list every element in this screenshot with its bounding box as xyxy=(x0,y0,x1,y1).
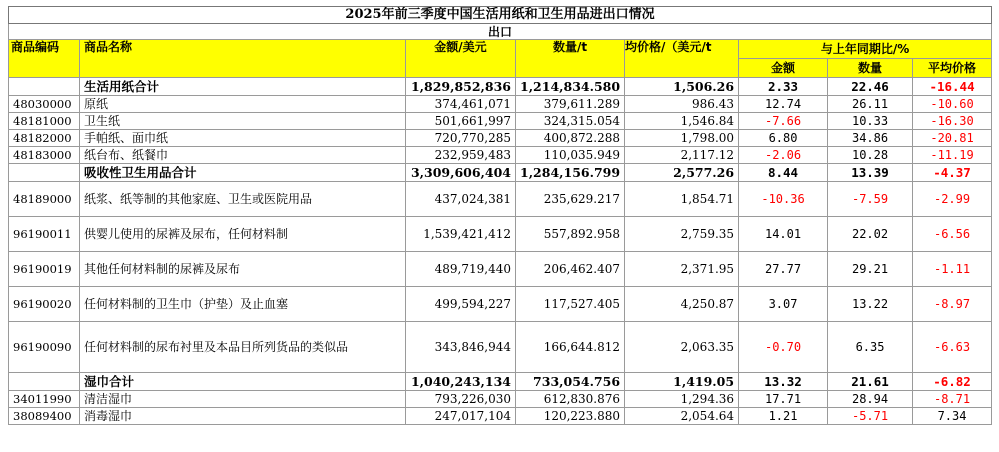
yoy-amount-cell: -2.06 xyxy=(739,147,828,164)
table-row xyxy=(9,322,992,373)
avg-price-cell: 1,506.26 xyxy=(625,78,739,96)
header-yoy-avg: 平均价格 xyxy=(913,59,992,78)
yoy-quantity-cell: 13.39 xyxy=(828,164,913,182)
yoy-amount-cell: 6.80 xyxy=(739,130,828,147)
name-cell: 纸台布、纸餐巾 xyxy=(80,147,406,164)
header-yoy-amount: 金额 xyxy=(739,59,828,78)
name-cell: 清洁湿巾 xyxy=(80,391,406,408)
header-yoy-quantity: 数量 xyxy=(828,59,913,78)
amount-cell: 247,017,104 xyxy=(406,408,516,425)
amount-cell: 374,461,071 xyxy=(406,96,516,113)
name-cell: 原纸 xyxy=(80,96,406,113)
yoy-avg-price-cell: -6.63 xyxy=(913,322,992,373)
table-row xyxy=(9,182,992,217)
yoy-avg-price-cell: -1.11 xyxy=(913,252,992,287)
yoy-quantity-cell: 29.21 xyxy=(828,252,913,287)
code-cell: 96190090 xyxy=(9,322,80,373)
yoy-amount-cell: 13.32 xyxy=(739,373,828,391)
avg-price-cell: 4,250.87 xyxy=(625,287,739,322)
code-cell: 48183000 xyxy=(9,147,80,164)
header-name: 商品名称 xyxy=(80,40,406,78)
avg-price-cell: 1,294.36 xyxy=(625,391,739,408)
yoy-quantity-cell: -7.59 xyxy=(828,182,913,217)
yoy-avg-price-cell: -8.97 xyxy=(913,287,992,322)
yoy-amount-cell: 1.21 xyxy=(739,408,828,425)
table-row xyxy=(9,130,992,147)
name-cell: 卫生纸 xyxy=(80,113,406,130)
yoy-quantity-cell: 21.61 xyxy=(828,373,913,391)
code-cell: 38089400 xyxy=(9,408,80,425)
table-row xyxy=(9,96,992,113)
subtotal-row xyxy=(9,78,992,96)
yoy-quantity-cell: 28.94 xyxy=(828,391,913,408)
yoy-amount-cell: -7.66 xyxy=(739,113,828,130)
code-cell: 48189000 xyxy=(9,182,80,217)
yoy-quantity-cell: 34.86 xyxy=(828,130,913,147)
quantity-cell: 117,527.405 xyxy=(516,287,625,322)
table-row xyxy=(9,287,992,322)
name-cell: 供婴儿使用的尿裤及尿布，任何材料制 xyxy=(80,217,406,252)
amount-cell: 343,846,944 xyxy=(406,322,516,373)
yoy-avg-price-cell: -6.56 xyxy=(913,217,992,252)
yoy-avg-price-cell: -16.30 xyxy=(913,113,992,130)
amount-cell: 1,829,852,836 xyxy=(406,78,516,96)
amount-cell: 499,594,227 xyxy=(406,287,516,322)
name-cell: 吸收性卫生用品合计 xyxy=(80,164,406,182)
table-row xyxy=(9,252,992,287)
avg-price-cell: 1,419.05 xyxy=(625,373,739,391)
yoy-quantity-cell: 6.35 xyxy=(828,322,913,373)
quantity-cell: 206,462.407 xyxy=(516,252,625,287)
yoy-quantity-cell: 26.11 xyxy=(828,96,913,113)
yoy-quantity-cell: 22.02 xyxy=(828,217,913,252)
quantity-cell: 379,611.289 xyxy=(516,96,625,113)
quantity-cell: 166,644.812 xyxy=(516,322,625,373)
avg-price-cell: 2,117.12 xyxy=(625,147,739,164)
avg-price-cell: 2,577.26 xyxy=(625,164,739,182)
name-cell: 纸浆、纸等制的其他家庭、卫生或医院用品 xyxy=(80,182,406,217)
code-cell: 48182000 xyxy=(9,130,80,147)
quantity-cell: 110,035.949 xyxy=(516,147,625,164)
avg-price-cell: 2,759.35 xyxy=(625,217,739,252)
yoy-amount-cell: -0.70 xyxy=(739,322,828,373)
code-cell: 48181000 xyxy=(9,113,80,130)
avg-price-cell: 986.43 xyxy=(625,96,739,113)
yoy-avg-price-cell: -2.99 xyxy=(913,182,992,217)
quantity-cell: 733,054.756 xyxy=(516,373,625,391)
avg-price-cell: 1,798.00 xyxy=(625,130,739,147)
header-amount: 金额/美元 xyxy=(406,40,516,78)
name-cell: 湿巾合计 xyxy=(80,373,406,391)
yoy-quantity-cell: 13.22 xyxy=(828,287,913,322)
name-cell: 任何材料制的尿布衬里及本品目所列货品的类似品 xyxy=(80,322,406,373)
table-title: 2025年前三季度中国生活用纸和卫生用品进出口情况 xyxy=(9,7,992,24)
avg-price-cell: 1,546.84 xyxy=(625,113,739,130)
code-cell: 48030000 xyxy=(9,96,80,113)
yoy-amount-cell: 12.74 xyxy=(739,96,828,113)
quantity-cell: 612,830.876 xyxy=(516,391,625,408)
amount-cell: 501,661,997 xyxy=(406,113,516,130)
quantity-cell: 120,223.880 xyxy=(516,408,625,425)
amount-cell: 793,226,030 xyxy=(406,391,516,408)
code-cell xyxy=(9,78,80,96)
yoy-amount-cell: 14.01 xyxy=(739,217,828,252)
avg-price-cell: 2,054.64 xyxy=(625,408,739,425)
table-row xyxy=(9,147,992,164)
code-cell: 96190011 xyxy=(9,217,80,252)
yoy-avg-price-cell: -4.37 xyxy=(913,164,992,182)
yoy-avg-price-cell: -6.82 xyxy=(913,373,992,391)
yoy-avg-price-cell: -11.19 xyxy=(913,147,992,164)
name-cell: 生活用纸合计 xyxy=(80,78,406,96)
yoy-quantity-cell: 22.46 xyxy=(828,78,913,96)
yoy-amount-cell: 2.33 xyxy=(739,78,828,96)
code-cell xyxy=(9,164,80,182)
code-cell xyxy=(9,373,80,391)
quantity-cell: 235,629.217 xyxy=(516,182,625,217)
quantity-cell: 1,284,156.799 xyxy=(516,164,625,182)
yoy-quantity-cell: -5.71 xyxy=(828,408,913,425)
table-row xyxy=(9,408,992,425)
amount-cell: 1,539,421,412 xyxy=(406,217,516,252)
quantity-cell: 557,892.958 xyxy=(516,217,625,252)
yoy-avg-price-cell: 7.34 xyxy=(913,408,992,425)
avg-price-cell: 2,371.95 xyxy=(625,252,739,287)
yoy-avg-price-cell: -10.60 xyxy=(913,96,992,113)
header-avg-price: 均价格/（美元/t xyxy=(625,40,739,78)
yoy-avg-price-cell: -16.44 xyxy=(913,78,992,96)
yoy-amount-cell: 8.44 xyxy=(739,164,828,182)
name-cell: 消毒湿巾 xyxy=(80,408,406,425)
amount-cell: 3,309,606,404 xyxy=(406,164,516,182)
table-row xyxy=(9,113,992,130)
header-yoy: 与上年同期比/% xyxy=(739,40,992,59)
amount-cell: 1,040,243,134 xyxy=(406,373,516,391)
subtotal-row xyxy=(9,164,992,182)
name-cell: 手帕纸、面巾纸 xyxy=(80,130,406,147)
code-cell: 96190020 xyxy=(9,287,80,322)
yoy-avg-price-cell: -8.71 xyxy=(913,391,992,408)
amount-cell: 437,024,381 xyxy=(406,182,516,217)
avg-price-cell: 2,063.35 xyxy=(625,322,739,373)
amount-cell: 232,959,483 xyxy=(406,147,516,164)
amount-cell: 489,719,440 xyxy=(406,252,516,287)
yoy-avg-price-cell: -20.81 xyxy=(913,130,992,147)
name-cell: 其他任何材料制的尿裤及尿布 xyxy=(80,252,406,287)
header-quantity: 数量/t xyxy=(516,40,625,78)
code-cell: 96190019 xyxy=(9,252,80,287)
yoy-quantity-cell: 10.33 xyxy=(828,113,913,130)
yoy-amount-cell: -10.36 xyxy=(739,182,828,217)
avg-price-cell: 1,854.71 xyxy=(625,182,739,217)
code-cell: 34011990 xyxy=(9,391,80,408)
subtotal-row xyxy=(9,373,992,391)
amount-cell: 720,770,285 xyxy=(406,130,516,147)
table-row xyxy=(9,217,992,252)
quantity-cell: 1,214,834.580 xyxy=(516,78,625,96)
quantity-cell: 324,315.054 xyxy=(516,113,625,130)
name-cell: 任何材料制的卫生巾（护垫）及止血塞 xyxy=(80,287,406,322)
export-table xyxy=(8,6,992,425)
yoy-amount-cell: 27.77 xyxy=(739,252,828,287)
header-code: 商品编码 xyxy=(9,40,80,78)
yoy-amount-cell: 17.71 xyxy=(739,391,828,408)
quantity-cell: 400,872.288 xyxy=(516,130,625,147)
table-row xyxy=(9,391,992,408)
table-subtitle: 出口 xyxy=(9,24,992,40)
yoy-amount-cell: 3.07 xyxy=(739,287,828,322)
yoy-quantity-cell: 10.28 xyxy=(828,147,913,164)
